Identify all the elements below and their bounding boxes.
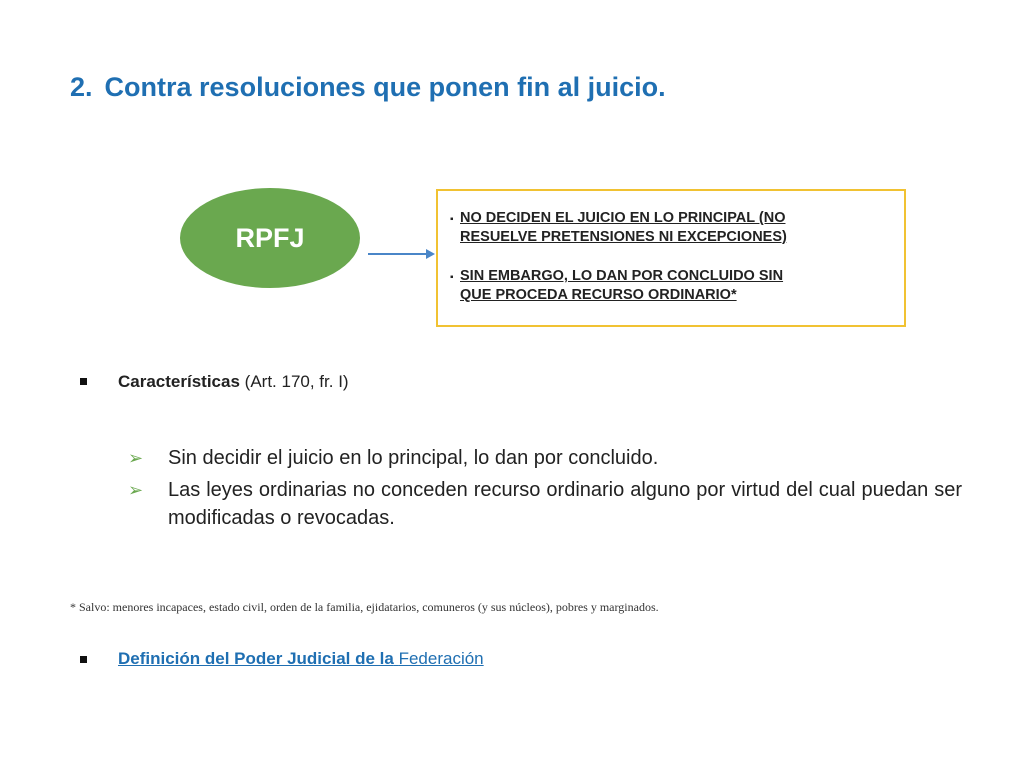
- arrow-bullet-icon: ➢: [128, 480, 144, 500]
- slide-title: [70, 72, 666, 103]
- square-bullet-icon: ▪: [450, 214, 454, 225]
- box-item-line: SIN EMBARGO, LO DAN POR CONCLUIDO SIN: [460, 268, 784, 284]
- title-number: 2.: [70, 72, 93, 102]
- link-tail-text: Federación: [398, 649, 484, 668]
- box-item-line: RESUELVE PRETENSIONES NI EXCEPCIONES): [460, 229, 787, 245]
- definition-link[interactable]: [118, 649, 484, 669]
- title-text: Contra resoluciones que ponen fin al juicio.: [104, 72, 666, 102]
- box-item-line: NO DECIDEN EL JUICIO EN LO PRINCIPAL (NO: [460, 210, 786, 226]
- arrow-bullet-icon: ➢: [128, 448, 144, 468]
- rpfj-label: RPFJ: [235, 222, 305, 253]
- box-item-text: [460, 267, 783, 305]
- characteristics-list: [128, 444, 962, 532]
- rpfj-ellipse: [180, 188, 360, 288]
- list-item: [128, 476, 962, 532]
- list-item: [128, 444, 962, 472]
- square-bullet-icon: [80, 378, 87, 385]
- right-arrow-icon: [366, 244, 436, 264]
- footnote: * Salvo: menores incapaces, estado civil, orden de la familia, ejidatarios, comuneros (y sus núcleos), pobres y marginados.: [70, 600, 659, 614]
- box-item-text: [460, 209, 787, 247]
- characteristics-label: Características: [118, 372, 240, 391]
- list-item-text: Las leyes ordinarias no conceden recurso ordinario alguno por virtud del cual puedan ser modificadas o revocadas.: [168, 479, 962, 529]
- box-item-line: QUE PROCEDA RECURSO ORDINARIO*: [460, 287, 737, 303]
- link-bold-text: Definición del Poder Judicial de la: [118, 649, 394, 668]
- square-bullet-icon: ▪: [450, 272, 454, 283]
- characteristics-heading: [118, 372, 349, 392]
- rpfj-description-box: [436, 189, 906, 327]
- list-item-text: Sin decidir el juicio en lo principal, lo dan por concluido.: [168, 447, 659, 469]
- characteristics-reference: (Art. 170, fr. I): [244, 372, 349, 391]
- box-item: [450, 209, 894, 247]
- square-bullet-icon: [80, 656, 87, 663]
- box-item: [450, 267, 894, 305]
